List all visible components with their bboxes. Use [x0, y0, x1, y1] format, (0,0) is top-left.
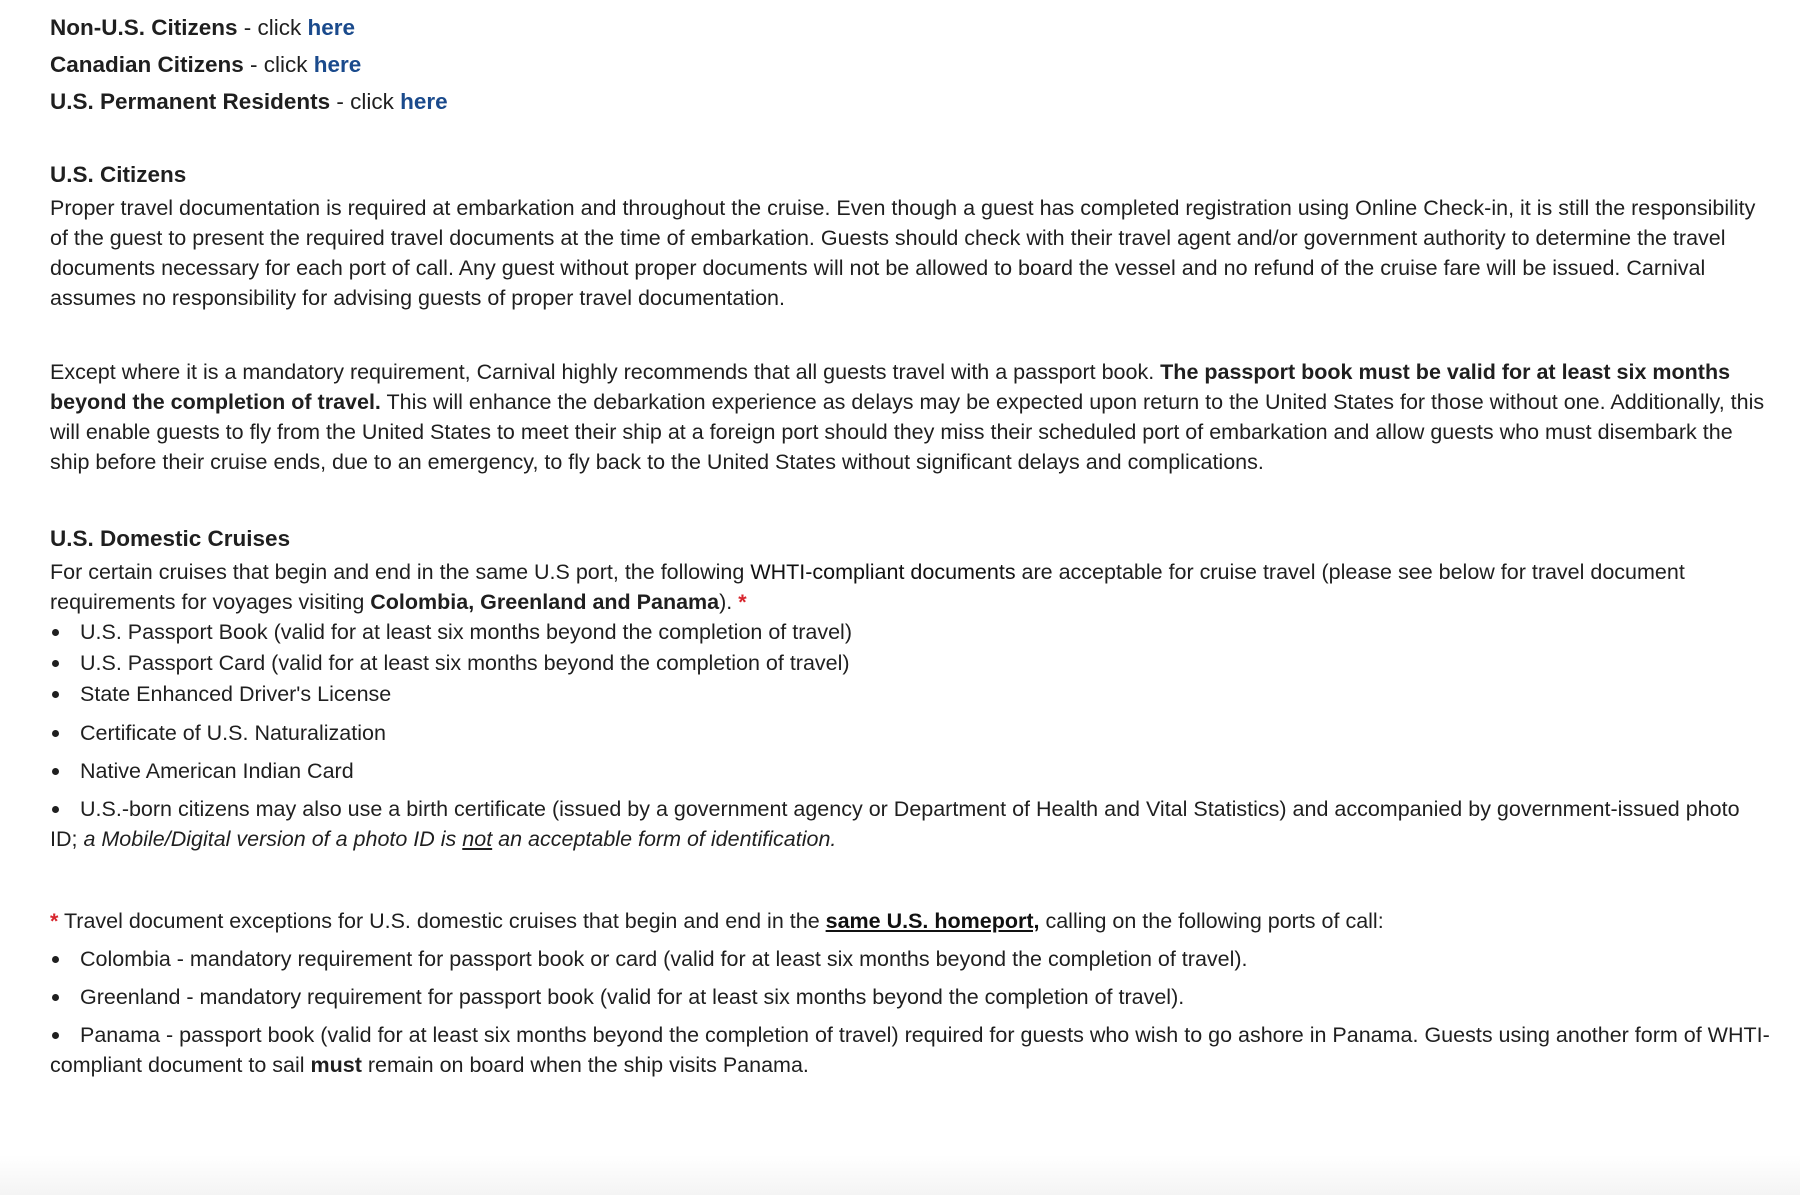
domestic-intro-text: are acceptable for cruise travel (please see below for travel document requirements for voyages visiting: [50, 560, 1685, 614]
acceptable-documents-list: [50, 617, 1770, 854]
quick-link-canadian: [50, 49, 1770, 86]
exceptions-list: [50, 944, 1770, 1080]
list-item: Greenland - mandatory requirement for passport book (valid for at least six months beyond the completion of travel).: [50, 982, 1770, 1012]
exceptions-intro-text: calling on the following ports of call:: [1039, 909, 1384, 933]
documentation-paragraph: Proper travel documentation is required at embarkation and throughout the cruise. Even though a guest has completed registration using Online Check-in, it is still the responsibility of the guest to present the required travel documents at the time of embarkation. Guests should check with their travel agent and/or government authority to determine the travel documents necessary for each port of call. Any guest without proper documents will not be allowed to board the vessel and no refund of the cruise fare will be issued. Carnival assumes no responsibility for advising guests of proper travel documentation.: [50, 196, 1756, 310]
page-footer-shade: [0, 1155, 1800, 1195]
passport-recommendation-text: Except where it is a mandatory requirement, Carnival highly recommends that all guests travel with a passport book.: [50, 360, 1161, 384]
list-item: Certificate of U.S. Naturalization: [50, 718, 1770, 748]
travel-documents-page: [50, 12, 1770, 1080]
asterisk-marker: *: [50, 909, 59, 933]
quick-link-permanent-residents: [50, 86, 1770, 123]
mobile-id-notice: [83, 827, 836, 851]
list-item: U.S. Passport Book (valid for at least six months beyond the completion of travel): [50, 617, 1770, 648]
mobile-id-text: an acceptable form of identification.: [492, 827, 837, 851]
quick-link-separator: - click: [243, 52, 314, 77]
quick-link-non-us: [50, 12, 1770, 49]
us-citizens-section: [50, 157, 1770, 477]
not-underlined: not: [462, 827, 493, 851]
must-bold: must: [310, 1053, 362, 1077]
us-domestic-cruises-heading: U.S. Domestic Cruises: [50, 526, 291, 551]
quick-link-label: U.S. Permanent Residents: [50, 89, 331, 114]
exceptions-section: [50, 906, 1770, 1080]
birth-certificate-text: U.S.-born citizens may also use a birth certificate (issued by a government agency or Department of Health and Vital Statistics) and accompanied by government-issued photo ID;: [50, 797, 1740, 851]
quick-link-label: Non-U.S. Citizens: [50, 15, 238, 40]
list-item: Colombia - mandatory requirement for passport book or card (valid for at least six months beyond the completion of travel).: [50, 944, 1770, 974]
domestic-intro-text: ).: [719, 590, 739, 614]
panama-text: Panama - passport book (valid for at least six months beyond the completion of travel) required for guests who wish to go ashore in Panama. Guests using another form of WHTI-compliant document to sail: [50, 1023, 1770, 1077]
list-item: U.S. Passport Card (valid for at least six months beyond the completion of travel): [50, 648, 1770, 679]
non-us-citizens-here-link[interactable]: here: [307, 15, 356, 40]
passport-recommendation-paragraph: [50, 357, 1770, 477]
destinations-bold: Colombia, Greenland and Panama: [370, 590, 720, 614]
list-item-birth-certificate: [50, 794, 1770, 854]
permanent-residents-here-link[interactable]: here: [400, 89, 448, 114]
exceptions-intro-text: Travel document exceptions for U.S. domestic cruises that begin and end in the: [58, 909, 826, 933]
asterisk-marker: *: [738, 590, 747, 614]
quick-link-label: Canadian Citizens: [50, 52, 244, 77]
citizenship-quick-links: [50, 12, 1770, 123]
list-item: Native American Indian Card: [50, 756, 1770, 786]
panama-text: remain on board when the ship visits Panama.: [361, 1053, 809, 1077]
mobile-id-text: a Mobile/Digital version of a photo ID is: [83, 827, 463, 851]
domestic-intro-text: For certain cruises that begin and end in the same U.S port, the following: [50, 560, 751, 584]
us-citizens-heading: U.S. Citizens: [50, 162, 187, 187]
quick-link-separator: - click: [237, 15, 308, 40]
list-item: State Enhanced Driver's License: [50, 679, 1770, 710]
passport-benefit-text: This will enhance the debarkation experience as delays may be expected upon return to the United States for those without one. Additionally, this will enable guests to fly from the United States to meet their ship at a foreign port should they miss their scheduled port of embarkation and allow guests who must disembark the ship before their cruise ends, due to an emergency, to fly back to the United States without significant delays and complications.: [50, 390, 1765, 474]
us-domestic-cruises-section: [50, 521, 1770, 854]
same-us-homeport-link[interactable]: same U.S. homeport,: [825, 909, 1040, 933]
list-item-panama: [50, 1020, 1770, 1080]
domestic-intro-paragraph: [50, 557, 1770, 617]
whti-compliant-documents-link[interactable]: WHTI-compliant documents: [750, 560, 1016, 584]
passport-validity-notice: The passport book must be valid for at least six months beyond the completion of travel.: [50, 360, 1731, 414]
quick-link-separator: - click: [330, 89, 401, 114]
canadian-citizens-here-link[interactable]: here: [313, 52, 362, 77]
exceptions-intro: [50, 906, 1770, 936]
